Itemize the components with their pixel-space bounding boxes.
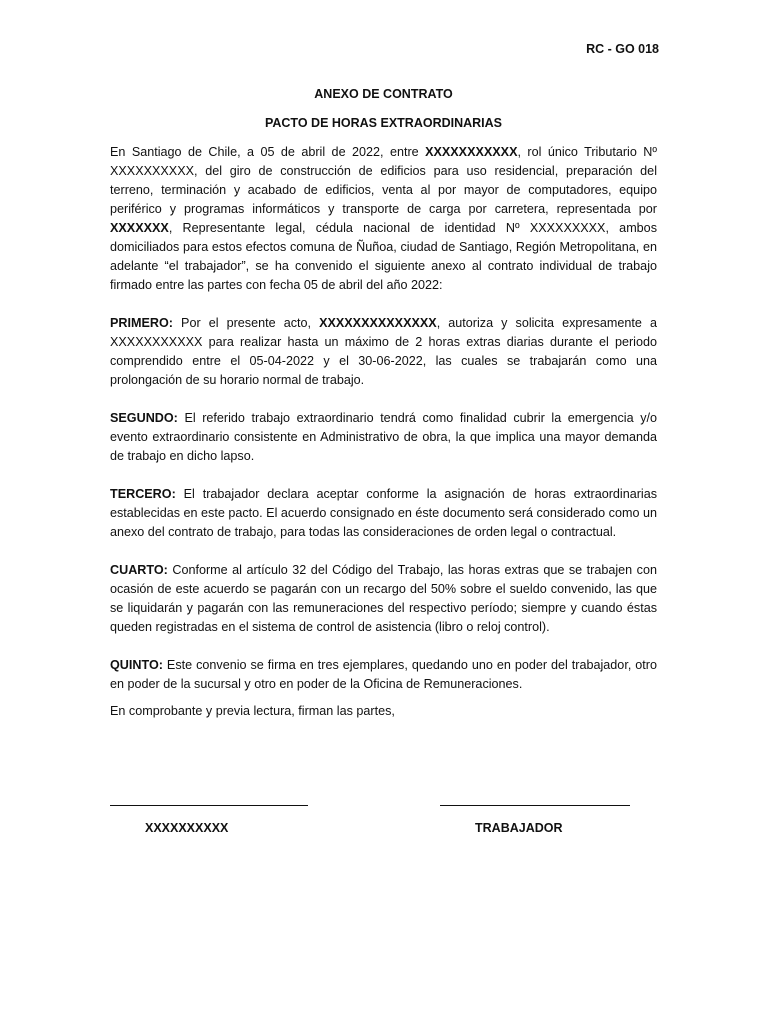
signature-line-right — [440, 805, 630, 806]
clause-cuarto-label: CUARTO: — [110, 563, 168, 577]
clause-quinto-label: QUINTO: — [110, 658, 163, 672]
signature-name-left: XXXXXXXXXX — [145, 821, 229, 835]
clause-primero-party: XXXXXXXXXXXXXX — [319, 316, 437, 330]
clause-quinto — [110, 656, 657, 694]
clause-primero-text-1: Por el presente acto, — [172, 316, 320, 330]
clause-primero-label: PRIMERO: — [110, 316, 173, 330]
closing-paragraph: En comprobante y previa lectura, firman las partes, — [110, 704, 395, 718]
document-subtitle: PACTO DE HORAS EXTRAORDINARIAS — [264, 116, 503, 130]
intro-text-2: , rol único Tributario Nº XXXXXXXXXX, del giro de construcción de edificios para uso residencial, preparación del terreno, terminación y acabado de edificios, venta al por mayor de computadores, equipo periférico y programas informáticos y transporte de carga por carretera, representada por — [110, 145, 657, 216]
clause-cuarto — [110, 561, 657, 637]
intro-text-1: En Santiago de Chile, a 05 de abril de 2022, entre — [110, 145, 426, 159]
clause-primero — [110, 314, 657, 390]
intro-text-3: , Representante legal, cédula nacional de identidad Nº XXXXXXXXX, ambos domiciliados para estos efectos comuna de Ñuñoa, ciudad de Santiago, Región Metropolitana, en adelante “el trabajador”, se ha convenido el siguiente anexo al contrato individual de trabajo firmado entre las partes con fecha 05 de abril del año 2022: — [110, 221, 657, 292]
clause-cuarto-text: Conforme al artículo 32 del Código del Trabajo, las horas extras que se trabajen con ocasión de este acuerdo se pagarán con un recargo del 50% sobre el sueldo convenido, las que se liquidarán y pagarán con las remuneraciones del respectivo período; siempre y cuando éstas queden registradas en el sistema de control de asistencia (libro o reloj control). — [110, 563, 657, 634]
document-title: ANEXO DE CONTRATO — [314, 87, 453, 101]
clause-segundo-text: El referido trabajo extraordinario tendrá como finalidad cubrir la emergencia y/o evento extraordinario consistente en Administrativo de obra, la que implica una mayor demanda de trabajo en dicho lapso. — [110, 411, 657, 463]
employer-name: XXXXXXXXXXX — [425, 145, 518, 159]
document-code: RC - GO 018 — [586, 42, 659, 56]
clause-primero-text-2: , autoriza y solicita expresamente a XXXXXXXXXXX para realizar hasta un máximo de 2 horas extras diarias durante el periodo comprendido entre el 05-04-2022 y el 30-06-2022, las cuales se trabajarán como una prolongación de su horario normal de trabajo. — [110, 316, 657, 387]
signature-name-right: TRABAJADOR — [475, 821, 563, 835]
document-body — [110, 143, 657, 721]
clause-tercero — [110, 485, 657, 542]
clause-segundo-label: SEGUNDO: — [110, 411, 178, 425]
signature-line-left — [110, 805, 308, 806]
clause-tercero-text: El trabajador declara aceptar conforme la asignación de horas extraordinarias establecidas en este pacto. El acuerdo consignado en éste documento será considerado como un anexo del contrato de trabajo, para todas las consideraciones de orden legal o contractual. — [110, 487, 657, 539]
clause-quinto-text: Este convenio se firma en tres ejemplares, quedando uno en poder del trabajador, otro en poder de la sucursal y otro en poder de la Oficina de Remuneraciones. — [110, 658, 657, 691]
intro-paragraph — [110, 143, 657, 295]
representative-name: XXXXXXX — [110, 221, 169, 235]
clause-segundo — [110, 409, 657, 466]
clause-tercero-label: TERCERO: — [110, 487, 176, 501]
